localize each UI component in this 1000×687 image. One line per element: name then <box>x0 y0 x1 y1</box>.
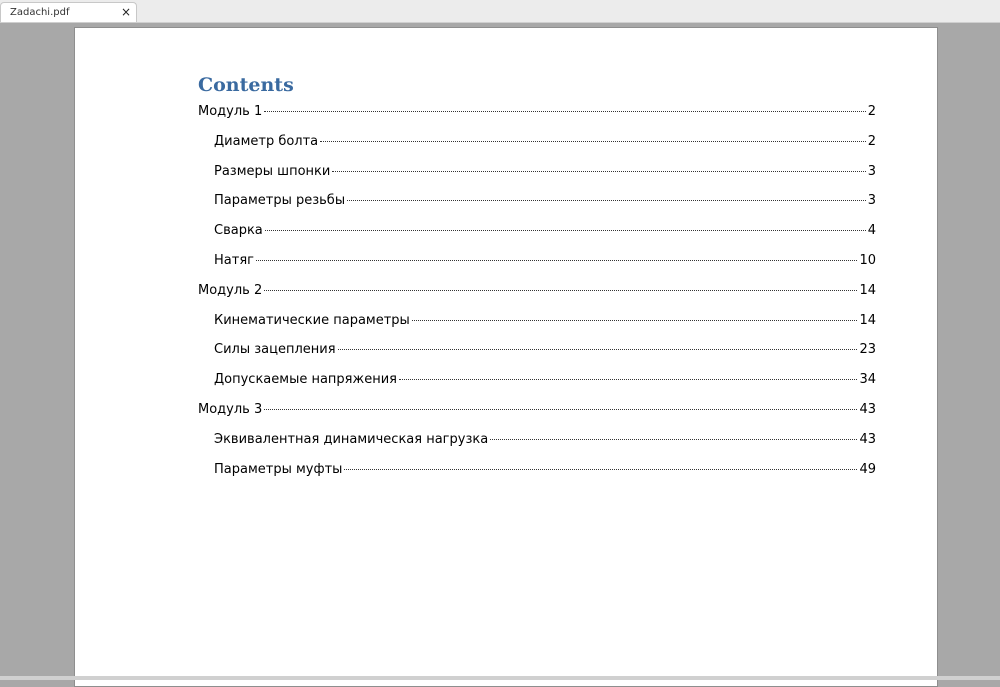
toc-entry-page: 10 <box>859 252 876 268</box>
tab-title: Zadachi.pdf <box>10 7 70 18</box>
document-tab[interactable] <box>0 2 137 22</box>
toc-entry-page: 4 <box>867 223 876 239</box>
toc-dot-leader <box>264 290 857 291</box>
toc-dot-leader <box>344 469 857 470</box>
toc-entry-title: Натяг <box>214 252 254 268</box>
toc-dot-leader <box>264 409 857 410</box>
toc-dot-leader <box>256 260 857 261</box>
toc-dot-leader <box>490 439 857 440</box>
toc-entry[interactable] <box>198 164 876 194</box>
toc-entry-page: 3 <box>867 163 876 179</box>
toc-dot-leader <box>338 349 858 350</box>
toc-dot-leader <box>412 320 858 321</box>
toc-entry-title: Кинематические параметры <box>214 312 410 328</box>
toc-entry-title: Сварка <box>214 223 263 239</box>
toc-entry[interactable] <box>198 432 876 462</box>
pdf-page <box>74 27 938 687</box>
toc-entry-title: Модуль 1 <box>198 104 263 119</box>
close-icon[interactable]: × <box>120 5 131 19</box>
toc-entry-page: 43 <box>859 401 876 417</box>
toc-entry-page: 2 <box>867 133 876 149</box>
horizontal-scrollbar[interactable] <box>0 676 1000 680</box>
toc-entry[interactable] <box>198 134 876 164</box>
toc-entry-title: Модуль 2 <box>198 282 263 298</box>
toc-entry-page: 3 <box>867 193 876 209</box>
toc-entry[interactable] <box>198 462 876 492</box>
toc-dot-leader <box>332 171 865 172</box>
toc-entry-page: 14 <box>859 312 876 328</box>
toc-entry[interactable] <box>198 402 876 432</box>
toc-dot-leader <box>347 200 866 201</box>
toc-entry-page: 23 <box>859 342 876 358</box>
tab-bar <box>0 0 1000 23</box>
toc-entry-page: 14 <box>859 282 876 298</box>
table-of-contents <box>198 104 876 491</box>
toc-entry-title: Модуль 3 <box>198 401 263 417</box>
toc-entry-page: 34 <box>859 372 876 388</box>
toc-dot-leader <box>264 111 865 112</box>
toc-entry[interactable] <box>198 193 876 223</box>
toc-heading: Contents <box>198 74 294 96</box>
toc-entry-title: Размеры шпонки <box>214 163 331 179</box>
toc-entry-page: 49 <box>859 461 876 477</box>
toc-entry[interactable] <box>198 342 876 372</box>
toc-dot-leader <box>265 230 866 231</box>
toc-entry[interactable] <box>198 283 876 313</box>
toc-entry[interactable] <box>198 104 876 134</box>
toc-entry[interactable] <box>198 372 876 402</box>
toc-entry-page: 43 <box>859 431 876 447</box>
toc-entry-title: Диаметр болта <box>214 133 319 149</box>
toc-entry[interactable] <box>198 313 876 343</box>
toc-entry-title: Эквивалентная динамическая нагрузка <box>214 431 489 447</box>
toc-dot-leader <box>320 141 866 142</box>
toc-entry-page: 2 <box>867 104 876 119</box>
toc-entry[interactable] <box>198 223 876 253</box>
toc-entry-title: Силы зацепления <box>214 342 336 358</box>
toc-entry-title: Допускаемые напряжения <box>214 372 397 388</box>
toc-dot-leader <box>399 379 857 380</box>
toc-entry-title: Параметры резьбы <box>214 193 346 209</box>
toc-entry-title: Параметры муфты <box>214 461 343 477</box>
toc-entry[interactable] <box>198 253 876 283</box>
pdf-viewer[interactable] <box>0 23 1000 680</box>
